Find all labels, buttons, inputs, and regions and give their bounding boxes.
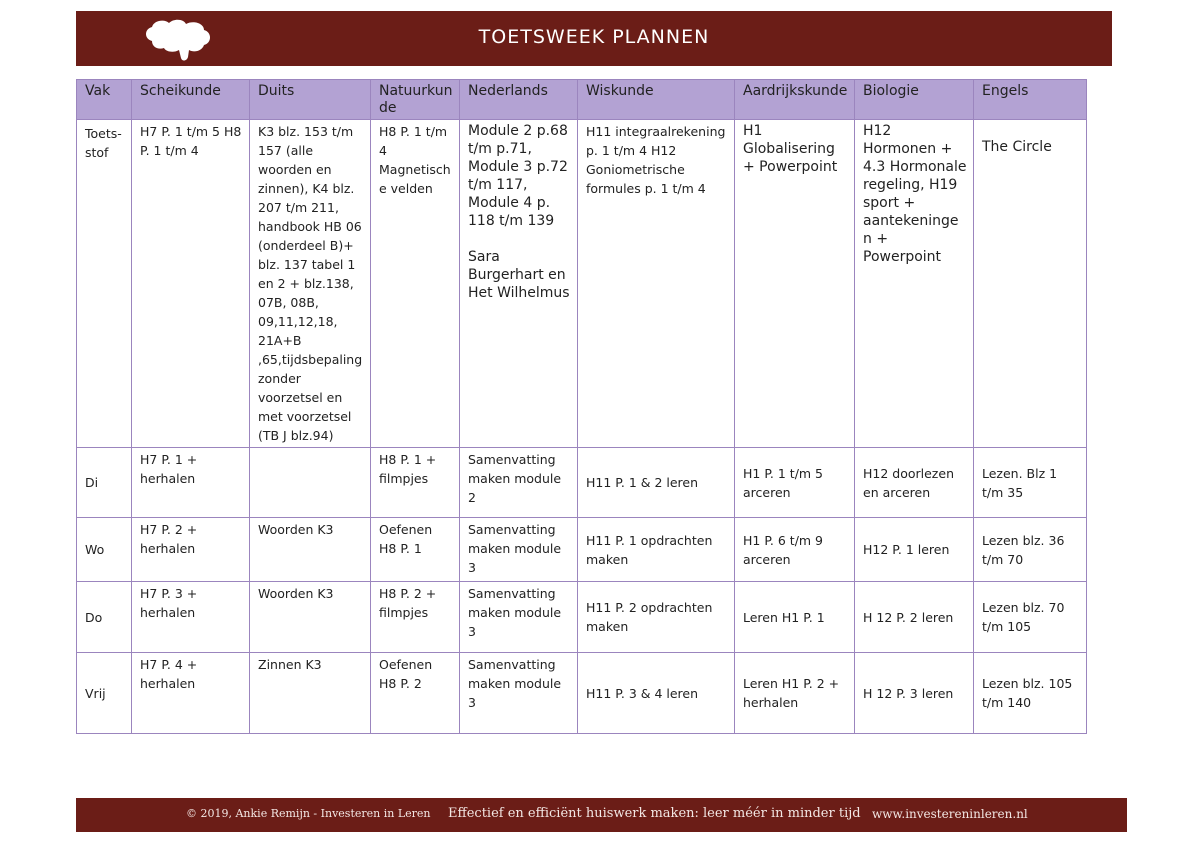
table-cell: Oefenen H8 P. 1 — [371, 518, 460, 582]
cell-toetsstof-aardrijkskunde: H1 Globalisering + Powerpoint — [735, 120, 855, 448]
nederlands-extra: Sara Burgerhart en Het Wilhelmus — [468, 249, 570, 301]
table-cell: H7 P. 2 + herhalen — [132, 518, 250, 582]
table-cell: H 12 P. 2 leren — [855, 582, 974, 653]
table-cell: Woorden K3 — [250, 582, 371, 653]
table-cell: H11 P. 1 & 2 leren — [578, 448, 735, 518]
header-row — [77, 80, 1087, 120]
row-label: Di — [77, 448, 132, 518]
cell-toetsstof-scheikunde: H7 P. 1 t/m 5 H8 P. 1 t/m 4 — [132, 120, 250, 448]
table-cell: Lezen blz. 70 t/m 105 — [974, 582, 1087, 653]
table-cell: Samenvatting maken module 3 — [460, 518, 578, 582]
col-header-wiskunde: Wiskunde — [578, 80, 735, 120]
table-row-vrij — [77, 653, 1087, 734]
table-cell: Lezen blz. 105 t/m 140 — [974, 653, 1087, 734]
toetsstof-row — [77, 120, 1087, 448]
page-title: TOETSWEEK PLANNEN — [478, 26, 710, 48]
header-band — [76, 11, 1112, 66]
table-cell: Samenvatting maken module 2 — [460, 448, 578, 518]
row-label-toetsstof: Toets- stof — [77, 120, 132, 448]
cell-toetsstof-engels: The Circle — [974, 120, 1087, 448]
col-header-scheikunde: Scheikunde — [132, 80, 250, 120]
footer-copyright: © 2019, Ankie Remijn - Investeren in Leren — [186, 807, 431, 820]
table-row-di — [77, 448, 1087, 518]
table-cell: Zinnen K3 — [250, 653, 371, 734]
table-cell: H8 P. 2 + filmpjes — [371, 582, 460, 653]
col-header-engels: Engels — [974, 80, 1087, 120]
col-header-nederlands: Nederlands — [460, 80, 578, 120]
table-cell: Lezen. Blz 1 t/m 35 — [974, 448, 1087, 518]
table-cell: H7 P. 1 + herhalen — [132, 448, 250, 518]
table-cell: H 12 P. 3 leren — [855, 653, 974, 734]
col-header-aardrijkskunde: Aardrijkskunde — [735, 80, 855, 120]
row-label: Wo — [77, 518, 132, 582]
row-label: Do — [77, 582, 132, 653]
table-cell: Lezen blz. 36 t/m 70 — [974, 518, 1087, 582]
cell-toetsstof-biologie: H12 Hormonen + 4.3 Hormonale regeling, H19 sport + aantekeningen + Powerpoint — [855, 120, 974, 448]
col-header-natuurkunde: Natuurkun de — [371, 80, 460, 120]
table-cell: H1 P. 6 t/m 9 arceren — [735, 518, 855, 582]
table-cell: H12 doorlezen en arceren — [855, 448, 974, 518]
col-header-biologie: Biologie — [855, 80, 974, 120]
footer-url-link[interactable]: www.investereninleren.nl — [872, 807, 1028, 821]
footer-tagline: Effectief en efficiënt huiswerk maken: leer méér in minder tijd — [448, 806, 861, 821]
table-cell — [250, 448, 371, 518]
table-cell: Oefenen H8 P. 2 — [371, 653, 460, 734]
table-cell: H7 P. 3 + herhalen — [132, 582, 250, 653]
table-cell: H11 P. 1 opdrachten maken — [578, 518, 735, 582]
table-cell: H11 P. 3 & 4 leren — [578, 653, 735, 734]
table-cell: H1 P. 1 t/m 5 arceren — [735, 448, 855, 518]
col-header-vak: Vak — [77, 80, 132, 120]
table-cell: Leren H1 P. 1 — [735, 582, 855, 653]
table-cell: H7 P. 4 + herhalen — [132, 653, 250, 734]
cell-toetsstof-duits: K3 blz. 153 t/m 157 (alle woorden en zinnen), K4 blz. 207 t/m 211, handbook HB 06 (onderdeel B)+ blz. 137 tabel 1 en 2 + blz.138, 07B, 08B, 09,11,12,18, 21A+B ,65,tijdsbepaling zonder voorzetsel en met voorzetsel (TB J blz.94) — [250, 120, 371, 448]
col-header-duits: Duits — [250, 80, 371, 120]
table-cell: H12 P. 1 leren — [855, 518, 974, 582]
table-cell: H11 P. 2 opdrachten maken — [578, 582, 735, 653]
table-cell: Leren H1 P. 2 + herhalen — [735, 653, 855, 734]
cell-toetsstof-nederlands — [460, 120, 578, 448]
table-cell: Samenvatting maken module 3 — [460, 653, 578, 734]
footer-band — [76, 798, 1127, 832]
table-cell: Woorden K3 — [250, 518, 371, 582]
planning-table — [76, 79, 1087, 734]
table-cell: Samenvatting maken module 3 — [460, 582, 578, 653]
table-row-do — [77, 582, 1087, 653]
table-cell: H8 P. 1 + filmpjes — [371, 448, 460, 518]
cell-toetsstof-natuurkunde: H8 P. 1 t/m 4 Magnetische velden — [371, 120, 460, 448]
table-row-wo — [77, 518, 1087, 582]
nederlands-modules: Module 2 p.68 t/m p.71, Module 3 p.72 t/m 117, Module 4 p. 118 t/m 139 — [468, 123, 568, 229]
cell-toetsstof-wiskunde: H11 integraalrekening p. 1 t/m 4 H12 Goniometrische formules p. 1 t/m 4 — [578, 120, 735, 448]
row-label: Vrij — [77, 653, 132, 734]
